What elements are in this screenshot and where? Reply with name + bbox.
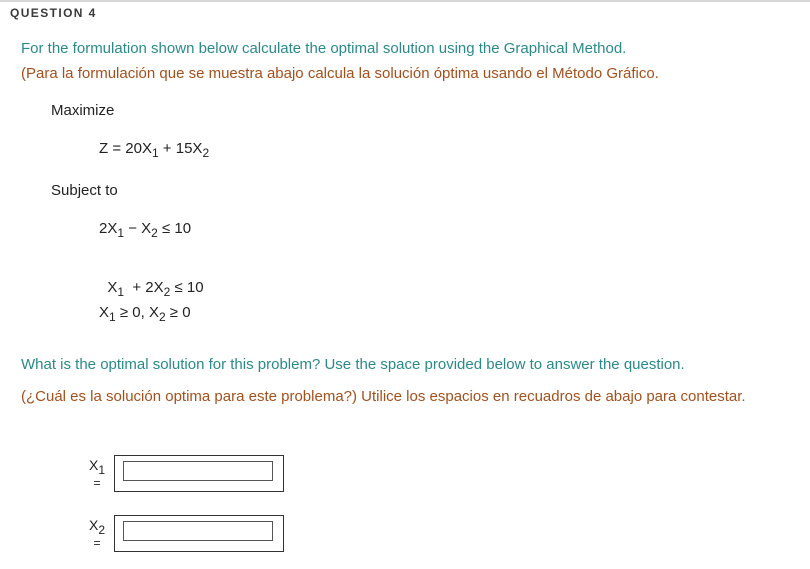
- subscript: 2: [98, 523, 106, 537]
- objective-part: + 15X: [158, 140, 203, 157]
- constraint-part: X: [107, 279, 118, 296]
- constraint-1: [99, 220, 191, 240]
- question-english: What is the optimal solution for this problem? Use the space provided below to answer the question.: [21, 356, 685, 373]
- subscript: 1: [109, 310, 116, 324]
- constraint-part: − X: [124, 220, 152, 237]
- constraint-part: ≤ 10: [170, 279, 204, 296]
- x2-input[interactable]: [123, 521, 273, 541]
- subscript: 1: [98, 463, 106, 477]
- question-spanish: (¿Cuál es la solución optima para este problema?) Utilice los espacios en recuadros de abajo para contestar.: [21, 388, 746, 405]
- prompt-spanish: (Para la formulación que se muestra abajo calcula la solución óptima usando el Método Gráfico.: [21, 65, 659, 82]
- constraint-part: + 2X: [124, 279, 164, 296]
- objective-function: [99, 140, 209, 160]
- constraint-part: X: [99, 304, 110, 321]
- equals-sign: =: [93, 536, 101, 550]
- x1-label: [89, 458, 105, 489]
- subscript: 2: [158, 310, 166, 324]
- prompt-english: For the formulation shown below calculate the optimal solution using the Graphical Method.: [21, 40, 627, 57]
- top-divider: [0, 0, 810, 2]
- question-header: QUESTION 4: [10, 6, 97, 20]
- constraint-part: ≥ 0, X: [115, 304, 159, 321]
- subscript: 1: [117, 226, 125, 240]
- subject-to-label: Subject to: [51, 182, 118, 199]
- constraint-part: ≤ 10: [157, 220, 192, 237]
- constraint-part: ≥ 0: [165, 304, 191, 321]
- constraint-2: [99, 262, 204, 299]
- var-name: X: [89, 457, 99, 473]
- x1-input[interactable]: [123, 461, 273, 481]
- subscript: 2: [151, 226, 158, 240]
- subscript: 1: [117, 285, 125, 299]
- subscript: 2: [163, 285, 171, 299]
- x2-label: [89, 518, 105, 549]
- equals-sign: =: [93, 476, 101, 490]
- maximize-label: Maximize: [51, 102, 115, 119]
- x2-answer-box: [114, 515, 284, 552]
- var-name: X: [89, 517, 99, 533]
- constraint-part: 2X: [99, 220, 118, 237]
- subscript: 1: [151, 146, 159, 160]
- constraint-nonnegativity: [99, 304, 191, 324]
- objective-part: Z = 20X: [99, 140, 152, 157]
- x1-answer-box: [114, 455, 284, 492]
- subscript: 2: [202, 146, 210, 160]
